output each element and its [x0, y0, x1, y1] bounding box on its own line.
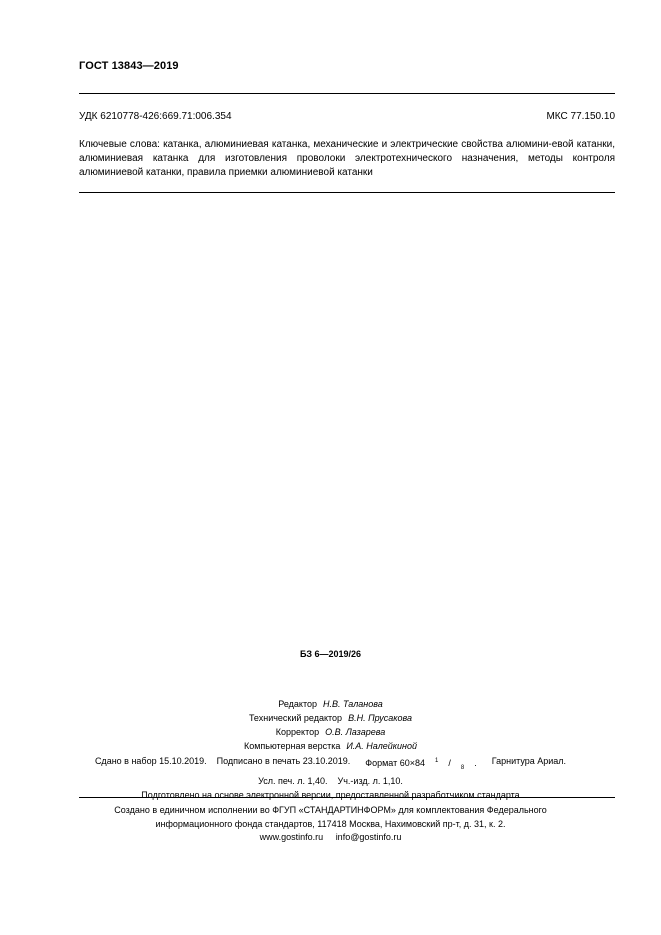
sheets-publishing: Уч.-изд. л. 1,10.: [337, 776, 403, 787]
sheets-conventional: Усл. печ. л. 1,40.: [258, 776, 328, 787]
submitted-date: Сдано в набор 15.10.2019.: [94, 756, 207, 766]
print-info-line-2: [0, 775, 661, 789]
mks-code: МКС 77.150.10: [546, 111, 615, 122]
credit-role: Редактор: [278, 699, 317, 709]
credit-role: Технический редактор: [248, 713, 343, 723]
classification-row: [79, 111, 615, 122]
keywords-divider: [79, 192, 615, 193]
credit-role: Корректор: [275, 727, 320, 737]
credit-person: В.Н. Прусакова: [348, 713, 413, 723]
footer-divider: [79, 797, 615, 798]
credit-person: О.В. Лазарева: [325, 727, 386, 737]
email-link[interactable]: info@gostinfo.ru: [335, 832, 402, 842]
keywords-paragraph: Ключевые слова: катанка, алюминиевая катанка, механические и электрические свойства алюмини-евой катанки, алюминиевая катанка для изготовления проволоки электротехнического назначения, методы контроля алюминиевой катанки, правила приемки алюминиевой катанки: [79, 139, 615, 178]
paper-format: Формат 60×84 $^1$ / $_8$ .: [365, 758, 477, 771]
credit-person: И.А. Налейкиной: [346, 741, 418, 751]
credit-technical-editor: [0, 711, 661, 725]
print-info-line-1: [0, 755, 661, 775]
credit-role: Компьютерная верстка: [243, 741, 341, 751]
header-divider: [79, 93, 615, 94]
credit-person: Н.В. Таланова: [322, 699, 383, 709]
udk-code: УДК 6210778-426:669.71:006.354: [79, 111, 232, 122]
footer-line-1: Создано в единичном исполнении во ФГУП «СТАНДАРТИНФОРМ» для комплектования Федерального: [114, 805, 547, 815]
credit-editor: [0, 697, 661, 711]
print-info-line-3: [0, 789, 661, 803]
bz-number: БЗ 6—2019/26: [299, 649, 362, 659]
typeface: Гарнитура Ариал.: [491, 756, 567, 766]
footer-links: [0, 831, 661, 845]
standard-number: ГОСТ 13843—2019: [79, 60, 179, 72]
print-info-block: [0, 755, 661, 802]
prepared-note: Подготовлено на основе электронной версии, предоставленной разработчиком стандарта: [141, 789, 520, 800]
footer-block: [0, 804, 661, 845]
credit-proofreader: [0, 725, 661, 739]
credit-layout: [0, 739, 661, 753]
footer-line-2: информационного фонда стандартов, 117418 Москва, Нахимовский пр-т, д. 31, к. 2.: [155, 818, 506, 829]
website-link[interactable]: www.gostinfo.ru: [259, 832, 324, 842]
credits-block: [0, 697, 661, 753]
signed-date: Подписано в печать 23.10.2019.: [216, 756, 351, 766]
